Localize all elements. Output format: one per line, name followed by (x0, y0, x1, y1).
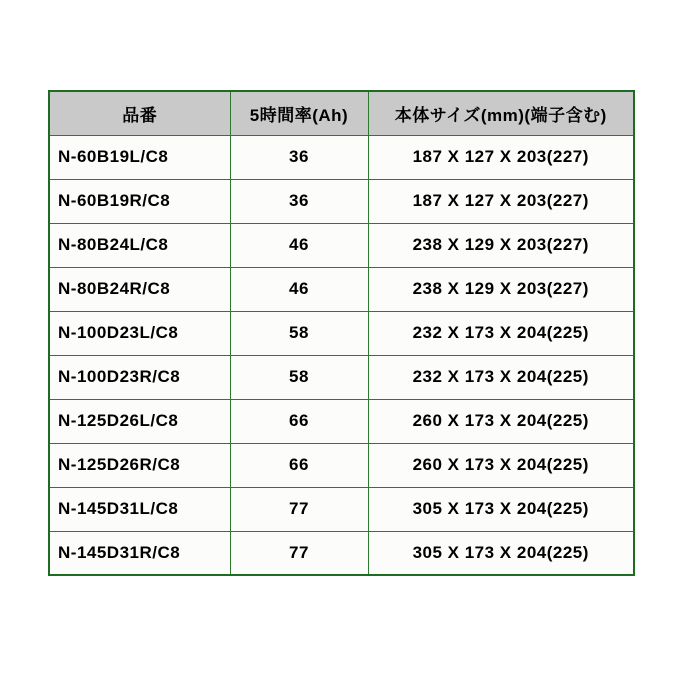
table-row (49, 223, 634, 267)
table-row (49, 355, 634, 399)
part-number-cell: N-60B19R/C8 (49, 179, 230, 223)
part-number-cell: N-60B19L/C8 (49, 135, 230, 179)
col-header-body-size: 本体サイズ(mm)(端子含む) (368, 91, 634, 135)
table-row (49, 487, 634, 531)
capacity-cell: 77 (230, 487, 368, 531)
table-row (49, 443, 634, 487)
size-cell: 260 X 173 X 204(225) (368, 443, 634, 487)
size-cell: 305 X 173 X 204(225) (368, 487, 634, 531)
capacity-cell: 58 (230, 355, 368, 399)
size-cell: 232 X 173 X 204(225) (368, 355, 634, 399)
size-cell: 187 X 127 X 203(227) (368, 179, 634, 223)
capacity-cell: 77 (230, 531, 368, 575)
size-cell: 305 X 173 X 204(225) (368, 531, 634, 575)
header-row (49, 91, 634, 135)
capacity-cell: 46 (230, 223, 368, 267)
capacity-cell: 36 (230, 135, 368, 179)
table-row (49, 311, 634, 355)
part-number-cell: N-80B24R/C8 (49, 267, 230, 311)
size-cell: 260 X 173 X 204(225) (368, 399, 634, 443)
size-cell: 187 X 127 X 203(227) (368, 135, 634, 179)
table-row (49, 179, 634, 223)
capacity-cell: 66 (230, 443, 368, 487)
size-cell: 232 X 173 X 204(225) (368, 311, 634, 355)
battery-spec-table (48, 90, 635, 576)
size-cell: 238 X 129 X 203(227) (368, 267, 634, 311)
size-cell: 238 X 129 X 203(227) (368, 223, 634, 267)
table-row (49, 135, 634, 179)
capacity-cell: 36 (230, 179, 368, 223)
part-number-cell: N-100D23R/C8 (49, 355, 230, 399)
capacity-cell: 66 (230, 399, 368, 443)
part-number-cell: N-80B24L/C8 (49, 223, 230, 267)
part-number-cell: N-125D26L/C8 (49, 399, 230, 443)
part-number-cell: N-145D31R/C8 (49, 531, 230, 575)
part-number-cell: N-100D23L/C8 (49, 311, 230, 355)
col-header-part-number: 品番 (49, 91, 230, 135)
capacity-cell: 46 (230, 267, 368, 311)
table-row (49, 399, 634, 443)
part-number-cell: N-145D31L/C8 (49, 487, 230, 531)
table-row (49, 531, 634, 575)
table-row (49, 267, 634, 311)
col-header-five-hour-rate: 5時間率(Ah) (230, 91, 368, 135)
capacity-cell: 58 (230, 311, 368, 355)
part-number-cell: N-125D26R/C8 (49, 443, 230, 487)
